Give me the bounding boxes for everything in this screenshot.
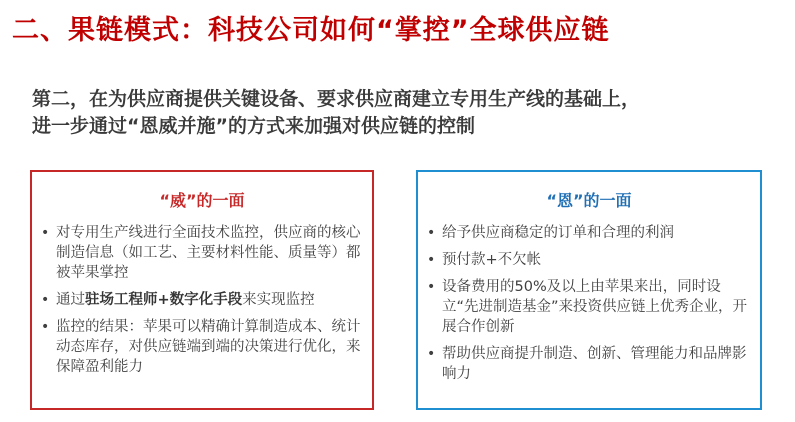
- list-item-text: 预付款+不欠帐: [442, 252, 542, 268]
- list-item: [418, 250, 752, 270]
- list-item-text: 帮助供应商提升制造、创新、管理能力和品牌影响力: [442, 346, 747, 382]
- subtitle-line-2: 进一步通过“恩威并施”的方式来加强对供应链的控制: [32, 115, 475, 137]
- bullet-icon: •: [427, 225, 436, 241]
- bullet-icon: •: [427, 279, 436, 295]
- bullet-icon: •: [41, 319, 50, 335]
- subtitle-line-1: 第二，在为供应商提供关键设备、要求供应商建立专用生产线的基础上，: [32, 88, 641, 110]
- list-item-emphasis: 驻场工程师+数字化手段: [85, 292, 243, 308]
- bullet-icon: •: [41, 225, 50, 241]
- list-item-text: 设备费用的50%及以上由苹果来出，同时设立“先进制造基金”来投资供应链上优秀企业，开展合作创新: [442, 279, 748, 335]
- slide-title: 二、果链模式：科技公司如何“掌控”全球供应链: [12, 15, 610, 46]
- list-item: [418, 344, 752, 384]
- wei-side-box: [30, 170, 374, 410]
- list-item-suffix: 来实现监控: [242, 292, 315, 308]
- list-item: [32, 290, 364, 310]
- list-item: [418, 223, 752, 243]
- slide-subtitle: [32, 86, 782, 140]
- wei-side-heading: “威”的一面: [159, 191, 245, 210]
- bullet-icon: •: [427, 346, 436, 362]
- bullet-icon: •: [41, 292, 50, 308]
- list-item-text: 给予供应商稳定的订单和合理的利润: [442, 225, 674, 241]
- list-item: [32, 317, 364, 377]
- bullet-icon: •: [427, 252, 436, 268]
- en-side-list: [418, 223, 760, 384]
- list-item: [32, 223, 364, 283]
- list-item: [418, 277, 752, 337]
- list-item-text: 监控的结果：苹果可以精确计算制造成本、统计动态库存，对供应链端到端的决策进行优化，来保障盈利能力: [56, 319, 361, 375]
- en-side-box: [416, 170, 762, 410]
- list-item-text: 对专用生产线进行全面技术监控，供应商的核心制造信息（如工艺、主要材料性能、质量等）都被苹果掌控: [56, 225, 361, 281]
- wei-side-list: [32, 223, 372, 377]
- list-item-prefix: 通过: [56, 292, 85, 308]
- en-side-heading: “恩”的一面: [546, 191, 632, 210]
